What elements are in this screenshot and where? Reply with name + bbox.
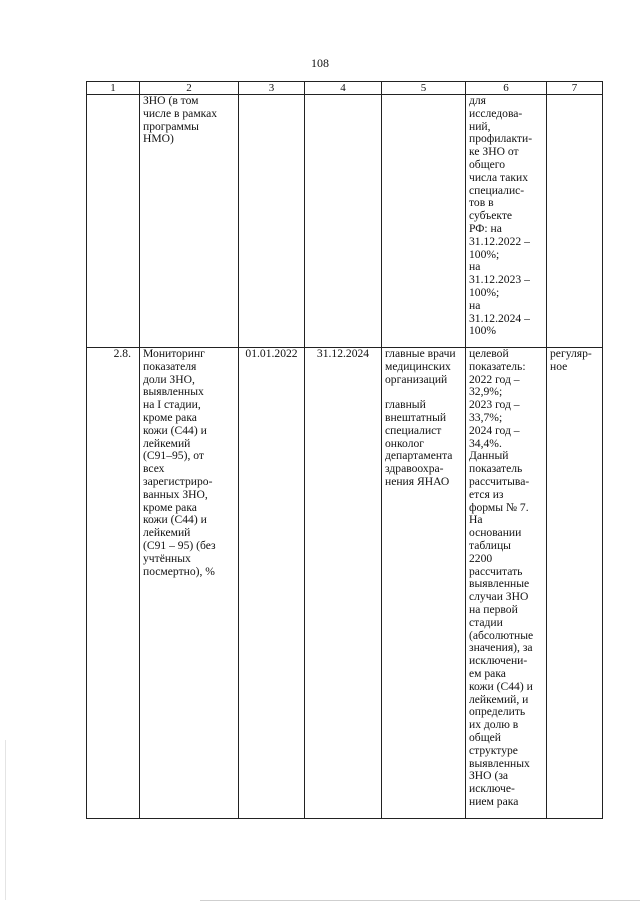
header-row [87, 82, 603, 95]
end-date [305, 95, 382, 348]
responsible [382, 95, 466, 348]
header-col-3: 3 [239, 82, 305, 95]
table-row [87, 348, 603, 819]
expected-result: для исследова- ний, профилакти- ке ЗНО от общего числа таких специалис- тов в субъекте РФ: на 31.12.2022 – 100%; на 31.12.2023 – 100%; на 31.12.2024 – 100% [466, 95, 547, 348]
scan-edge-line [5, 740, 6, 900]
row-number [87, 95, 140, 348]
periodicity [547, 95, 603, 348]
header-col-1: 1 [87, 82, 140, 95]
expected-result: целевой показатель: 2022 год – 32,9%; 2023 год – 33,7%; 2024 год – 34,4%. Данный показатель рассчитыва- ется из формы № 7. На основании таблицы 2200 рассчитать выявленные случаи ЗНО на первой стадии (абсолютные значения), за исключени- ем рака кожи (С44) и лейкемий, и определить их долю в общей структуре выявленных ЗНО (за исключе- нием рака [466, 348, 547, 819]
start-date [239, 95, 305, 348]
start-date: 01.01.2022 [239, 348, 305, 819]
measure-name: ЗНО (в том числе в рамках программы НМО) [140, 95, 239, 348]
measure-name: Мониторинг показателя доли ЗНО, выявленных на I стадии, кроме рака кожи (С44) и лейкемий (С91–95), от всех зарегистриро- ванных ЗНО, кроме рака кожи (С44) и лейкемий (С91 – 95) (без учтённых посмертно), % [140, 348, 239, 819]
header-col-4: 4 [305, 82, 382, 95]
row-number: 2.8. [87, 348, 140, 819]
header-col-6: 6 [466, 82, 547, 95]
header-col-7: 7 [547, 82, 603, 95]
header-col-5: 5 [382, 82, 466, 95]
end-date: 31.12.2024 [305, 348, 382, 819]
page-number: 108 [311, 56, 329, 70]
responsible: главные врачи медицинских организаций главный внештатный специалист онколог департамента здравоохра- нения ЯНАО [382, 348, 466, 819]
scan-edge-line [200, 900, 640, 901]
header-col-2: 2 [140, 82, 239, 95]
table-row [87, 95, 603, 348]
plan-table [86, 81, 603, 819]
periodicity: регуляр- ное [547, 348, 603, 819]
